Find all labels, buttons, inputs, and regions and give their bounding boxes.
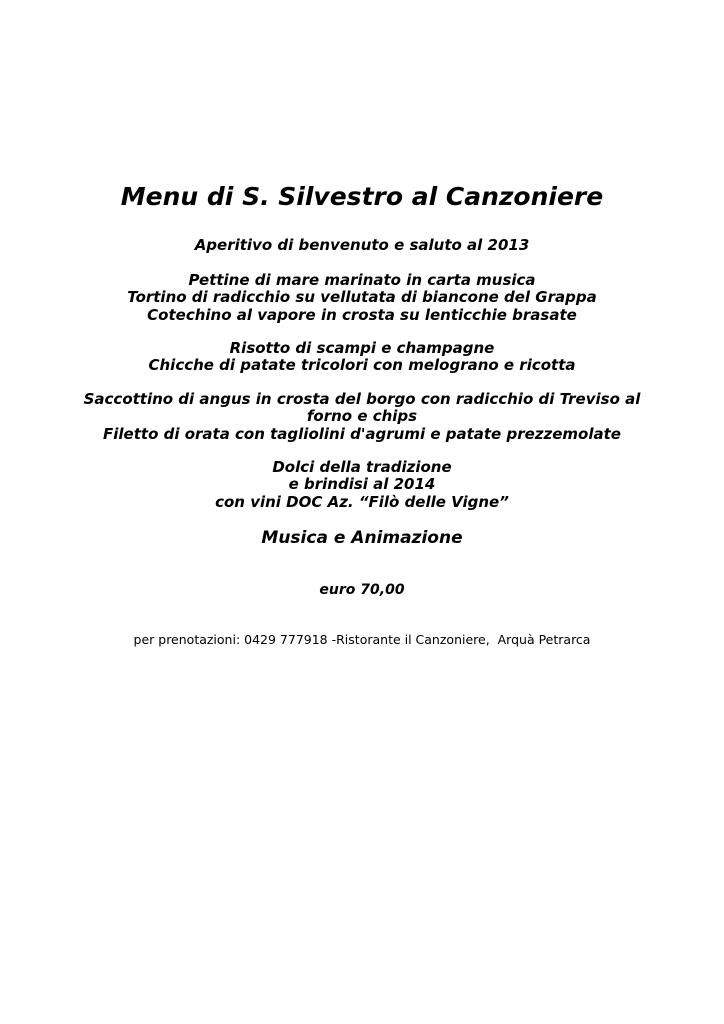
dolci-section	[0, 459, 724, 511]
antipasto-item: Pettine di mare marinato in carta musica	[188, 271, 536, 289]
dolci-line: Dolci della tradizione	[272, 458, 452, 476]
antipasto-item: Tortino di radicchio su vellutata di biancone del Grappa	[127, 288, 597, 307]
antipasti-section	[0, 272, 724, 324]
aperitivo-line: Aperitivo di benvenuto e saluto al 2013	[194, 236, 530, 254]
entertainment-heading: Musica e Animazione	[261, 528, 463, 548]
menu-price: euro 70,00	[319, 582, 405, 598]
primo-item: Chicche di patate tricolori con melograno e ricotta	[148, 356, 576, 375]
secondo-item: Filetto di orata con tagliolini d'agrumi e patate prezzemolate	[103, 424, 621, 443]
secondi-section	[0, 391, 724, 443]
dolci-line: con vini DOC Az. “Filò delle Vigne”	[215, 492, 509, 511]
reservation-contact: per prenotazioni: 0429 777918 -Ristorante il Canzoniere, Arquà Petrarca	[133, 632, 591, 647]
aperitivo-section	[0, 237, 724, 254]
menu-title: Menu di S. Silvestro al Canzoniere	[120, 182, 604, 211]
primo-item: Risotto di scampi e champagne	[229, 339, 495, 357]
secondo-item: Saccottino di angus in crosta del borgo con radicchio di Treviso al	[83, 390, 641, 408]
antipasto-item: Cotechino al vapore in crosta su lenticchie brasate	[147, 305, 577, 324]
dolci-line: e brindisi al 2014	[288, 475, 436, 494]
secondo-item-continuation: forno e chips	[306, 407, 418, 426]
primi-section	[0, 340, 724, 375]
